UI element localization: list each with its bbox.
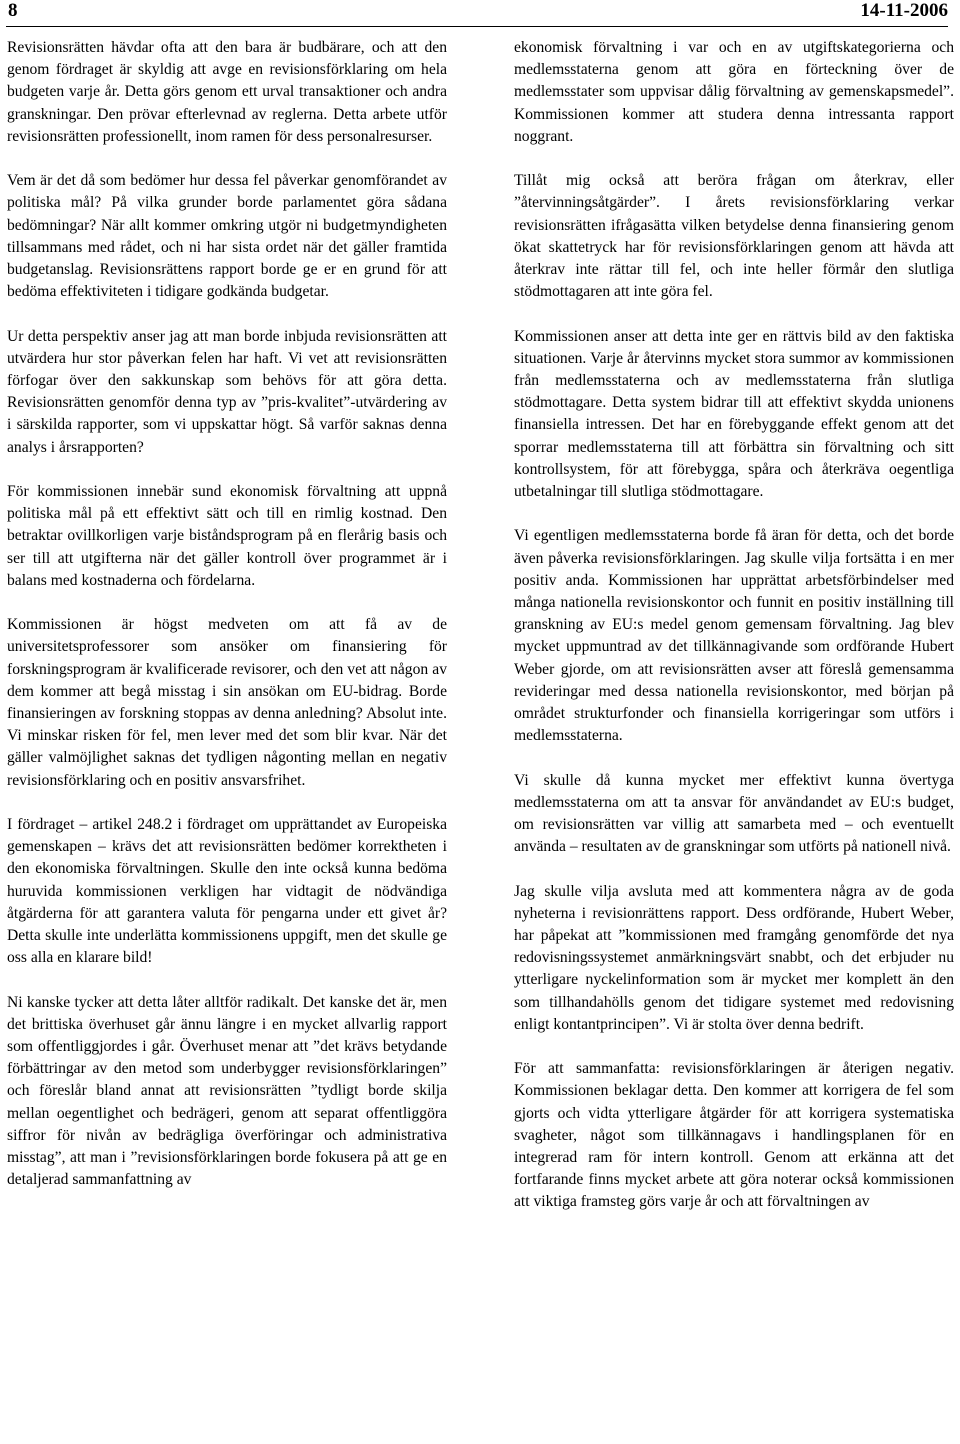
page-header — [6, 0, 948, 27]
paragraph: Tillåt mig också att beröra frågan om återkrav, eller ”återvinningsåtgärder”. I årets revisionsförklaring verkar revisionsrätten ifrågasätta vilken betydelse denna finansiering genom ökat skattetryck har för revisionsförklaringen genom att hävda att återkrav inte rättar till fel, och inte heller förmår den slutliga stödmottagaren att inte göra fel. — [514, 172, 954, 301]
paragraph: ekonomisk förvaltning i var och en av utgiftskategorierna och medlemsstaterna genom att göra en förteckning över de medlemsstater som uppvisar dålig förvaltning av gemenskapsmedel”. Kommissionen kommer att studera denna intressanta rapport noggrant. — [514, 39, 954, 145]
right-column — [514, 37, 954, 1236]
paragraph: Ur detta perspektiv anser jag att man borde inbjuda revisionsrätten att utvärdera hur stor påverkan felen har haft. Vi vet att revisionsrätten förfogar över den sakkunskap som behövs för att göra detta. Revisionsrätten genomför denna typ av ”pris-kvalitet”-utvärdering av i särskilda rapporter, som vi uppskattar högt. Så varför saknas denna analys i årsrapporten? — [7, 327, 447, 456]
paragraph: För att sammanfatta: revisionsförklaringen är återigen negativ. Kommissionen beklagar detta. Den kommer att korrigera de fel som gjorts och vidta ytterligare åtgärder för att korrigera systematiska svagheter, något som tillkännagavs i handlingsplanen för en integrerad ram för intern kontroll. Genom att erkänna att det fortfarande finns mycket arbete att göra noterar också kommissionen att viktiga framsteg görs varje år och att förvaltningen av — [514, 1060, 954, 1211]
paragraph: Vi egentligen medlemsstaterna borde få äran för detta, och det borde även påverka revisionsförklaringen. Jag skulle vilja fortsätta i en mer positiv anda. Kommissionen har upprättat arbetsförbindelser med många nationella revisionskontor och funnit en positiv inställning till granskning av EU:s medel genom gemensam förvaltning. Jag blev mycket uppmuntrad av det tillkännagivande som ordförande Hubert Weber gjorde, om att revisionsrätten avser att föreslå gemensamma revideringar med dessa nationella revisionskontor, med början på området strukturfonder och finansiella korrigeringar som utförs i medlemsstaterna. — [514, 527, 954, 745]
left-column — [7, 37, 447, 1214]
page-number: 8 — [8, 0, 18, 21]
paragraph: Vi skulle då kunna mycket mer effektivt kunna övertyga medlemsstaterna om att ta ansvar för användandet av EU:s budget, om revisionsrätten var villig att samarbeta med – och eventuellt använda – resultaten av de granskningar som utförts på nationell nivå. — [514, 771, 954, 856]
paragraph: Kommissionen är högst medveten om att få av de universitetsprofessorer som ansöker om finansiering för forskningsprogram är kvalificerade revisorer, och den vet att någon av dem kommer att begå misstag i sin ansökan om EU-bidrag. Borde finansieringen av forskning stoppas av denna anledning? Absolut inte. Vi minskar risken för fel, men lever med det som blir kvar. När det gäller valmöjlighet saknas det tydligen någonting mellan en negativ revisionsförklaring och en positiv ansvarsfrihet. — [7, 616, 447, 789]
paragraph: Vem är det då som bedömer hur dessa fel påverkar genomförandet av politiska mål? På vilka grunder borde parlamentet göra sådana bedömningar? När allt kommer omkring utgör ni budgetmyndigheten tillsammans med rådet, och ni har sista ordet när det gäller framtida budgetanslag. Revisionsrättens rapport borde ge er en grund för att bedöma effektiviteten i tidigare godkända budgetar. — [7, 172, 447, 301]
paragraph: Jag skulle vilja avsluta med att kommentera några av de goda nyheterna i revisionrättens rapport. Dess ordförande, Hubert Weber, har påpekat att ”kommissionen med framgång genomförde det nya redovisningssystemet anmärkningsvärt snabbt, och det erbjuder nu ytterligare nyckelinformation som är mycket mer komplett än den som tillhandahölls genom det tidigare systemet med redovisning enligt kontantprincipen”. Vi är stolta över denna bedrift. — [514, 882, 954, 1033]
paragraph: Kommissionen anser att detta inte ger en rättvis bild av den faktiska situationen. Varje år återvinns mycket stora summor av kommissionen från medlemsstaterna och av medlemsstaterna från slutliga stödmottagare. Detta system bidrar till att effektivt skydda unionens finansiella intressen. Det har en förebyggande effekt genom att det sporrar medlemsstaterna till att förbättra sin förvaltning och sitt kontrollsystem, för att förebygga, spåra och återkräva oegentliga utbetalningar till slutliga stödmottagare. — [514, 327, 954, 501]
paragraph: Ni kanske tycker att detta låter alltför radikalt. Det kanske det är, men det brittiska överhuset går ännu längre i en mycket allvarlig rapport som offentliggjordes i går. Överhuset menar att ”det krävs betydande förbättringar av den metod som underbygger revisionsförklaringen” och föreslår bland annat att revisionsrätten ”tydligt borde skilja mellan oegentlighet och bedrägeri, genom att separat offentliggöra siffror för nivån av bedrägliga överföringar och administrativa misstag”, att man i ”revisionsförklaringen borde fokusera på att ge en detaljerad sammanfattning av — [7, 993, 447, 1189]
paragraph: I fördraget – artikel 248.2 i fördraget om upprättandet av Europeiska gemenskapen – krävs det att revisionsrätten bedömer korrektheten i den ekonomiska förvaltningen. Skulle den inte också kunna bedöma huruvida kommissionen verkligen har vidtagit de nödvändiga åtgärderna för att garantera valuta för pengarna under ett givet år? Detta skulle inte underlätta kommissionens uppgift, men det skulle ge oss alla en klarare bild! — [7, 816, 447, 967]
paragraph: För kommissionen innebär sund ekonomisk förvaltning att uppnå politiska mål på ett effektivt sätt och till en rimlig kostnad. Den betraktar ovillkorligen varje biståndsprogram på en flerårig basis och ser till att utgifterna när det gäller kontroll över programmet är i balans med kostnaderna och fördelarna. — [7, 483, 447, 589]
page-date: 14-11-2006 — [860, 0, 948, 21]
paragraph: Revisionsrätten hävdar ofta att den bara är budbärare, och att den genom fördraget är skyldig att avge en revisionsförklaring om hela budgeten varje år. Detta görs genom ett urval transaktioner och andra granskningar. Den prövar efterlevnad av reglerna. Detta arbete utför revisionsrätten professionellt, inom ramen för dess personalresurser. — [7, 39, 447, 145]
